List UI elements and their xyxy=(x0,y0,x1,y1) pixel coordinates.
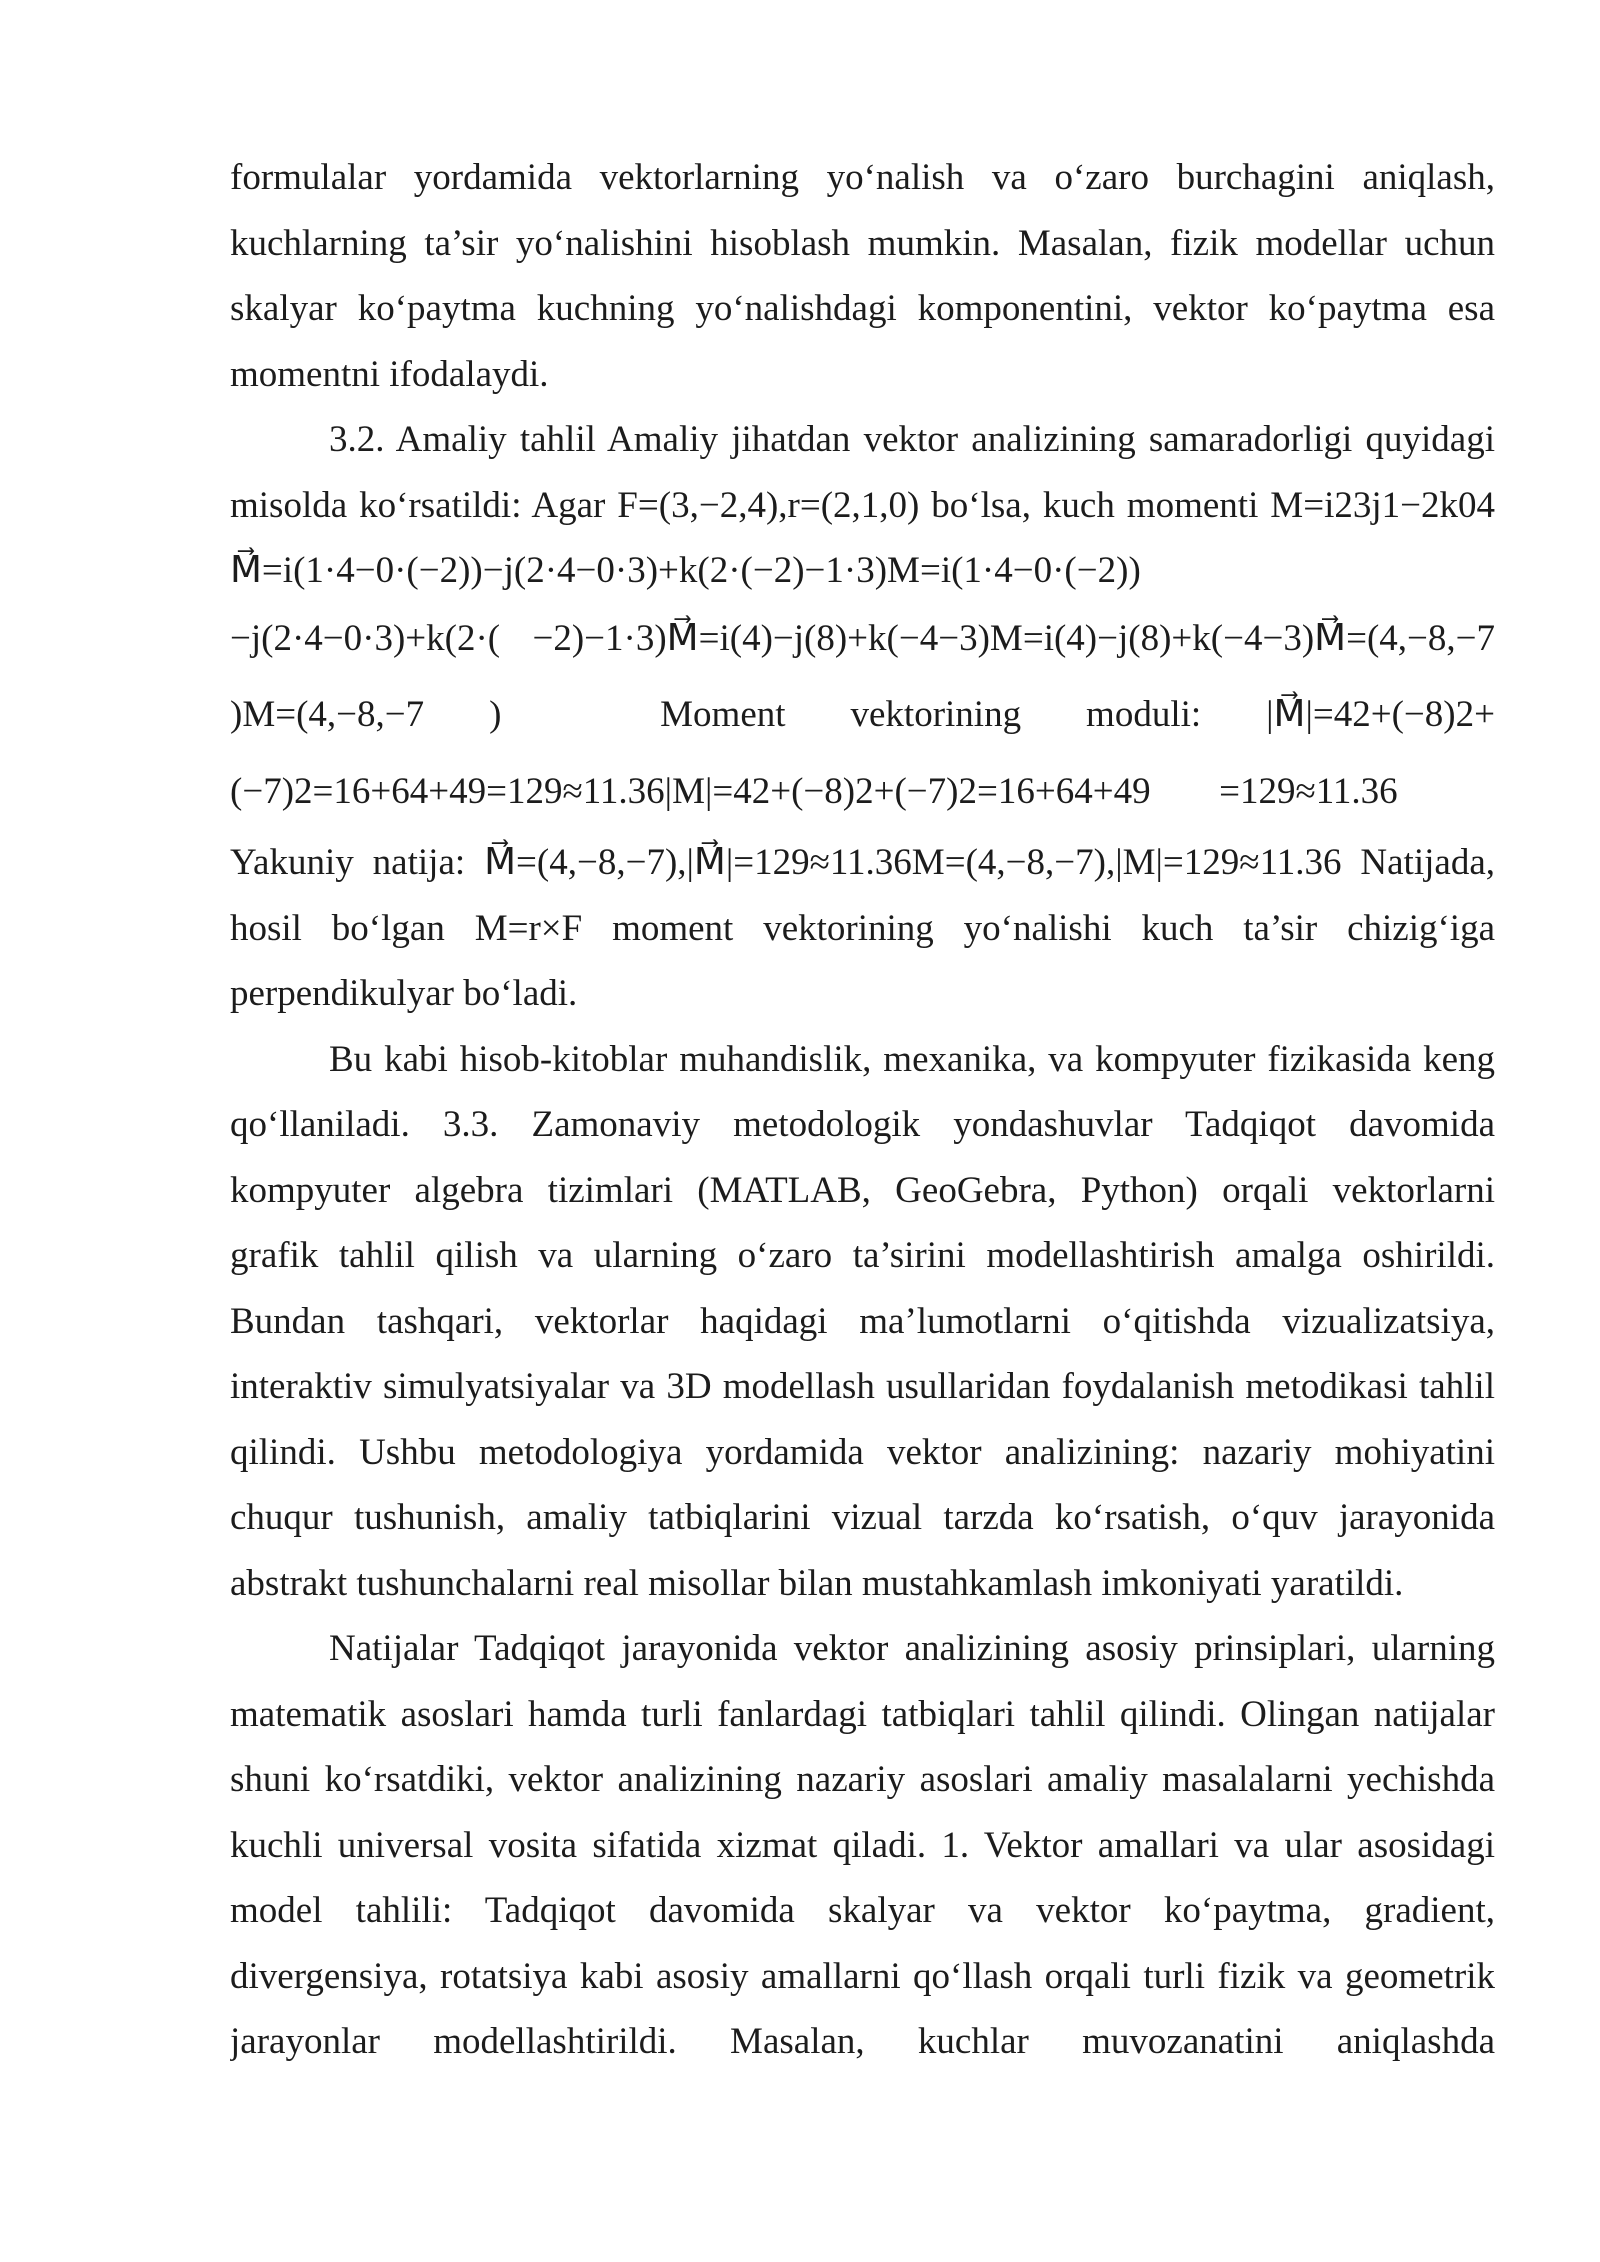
paragraph xyxy=(230,1027,1495,1617)
text-line: chuqur tushunish, amaliy tatbiqlarini vizual tarzda ko‘rsatish, o‘quv jarayonida xyxy=(230,1497,1495,1538)
formula-line: −j(2·4−0·3)+k(2·( −2)−1·3)M⃗=i(4)−j(8)+k(−4−3)M=i(4)−j(8)+k(−4−3)M⃗=(4,−8,−7 xyxy=(230,618,1495,659)
text-line: skalyar ko‘paytma kuchning yo‘nalishdagi komponentini, vektor ko‘paytma esa xyxy=(230,288,1495,329)
text-line: hosil bo‘lgan M=r×F moment vektorining yo‘nalishi kuch ta’sir chizig‘iga xyxy=(230,907,1495,949)
text-line: model tahlili: Tadqiqot davomida skalyar va vektor ko‘paytma, gradient, xyxy=(230,1890,1495,1931)
text-line: jarayonlar modellashtirildi. Masalan, kuchlar muvozanatini aniqlashda xyxy=(230,2021,1495,2062)
text-line: Bundan tashqari, vektorlar haqidagi ma’lumotlarni o‘qitishda vizualizatsiya, xyxy=(230,1300,1495,1342)
text-line: divergensiya, rotatsiya kabi asosiy amallarni qo‘llash orqali turli fizik va geometrik xyxy=(230,1955,1495,1997)
text-line: formulalar yordamida vektorlarning yo‘nalish va o‘zaro burchagini aniqlash, xyxy=(230,157,1495,198)
text-line: Natijalar Tadqiqot jarayonida vektor analizining asosiy prinsiplari, ularning xyxy=(329,1628,1495,1669)
text-line: 3.2. Amaliy tahlil Amaliy jihatdan vektor analizining samaradorligi quyidagi xyxy=(329,419,1495,460)
formula-line: M⃗=i(1·4−0·(−2))−j(2·4−0·3)+k(2·(−2)−1·3)M=i(1·4−0·(−2)) xyxy=(230,550,1141,591)
paragraph xyxy=(230,145,1495,407)
text-line: momentni ifodalaydi. xyxy=(230,353,549,395)
text-line: Bu kabi hisob-kitoblar muhandislik, mexanika, va kompyuter fizikasida keng xyxy=(329,1038,1495,1080)
formula-line: )M=(4,−8,−7 ) Moment vektorining moduli: |M⃗|=42+(−8)2+ xyxy=(230,694,1495,735)
paragraph xyxy=(230,1616,1495,2075)
body-text xyxy=(230,145,1495,2075)
text-line: shuni ko‘rsatdiki, vektor analizining nazariy asoslari amaliy masalalarni yechishda xyxy=(230,1759,1495,1800)
text-line: misolda ko‘rsatildi: Agar F=(3,−2,4),r=(2,1,0) bo‘lsa, kuch momenti M=i23j1−2k04 xyxy=(230,484,1495,526)
text-line: interaktiv simulyatsiyalar va 3D modellash usullaridan foydalanish metodikasi tahlil xyxy=(230,1366,1495,1407)
text-line: matematik asoslari hamda turli fanlardagi tatbiqlari tahlil qilindi. Olingan natijalar xyxy=(230,1693,1495,1735)
text-line: qo‘llaniladi. 3.3. Zamonaviy metodologik yondashuvlar Tadqiqot davomida xyxy=(230,1104,1495,1145)
text-line: qilindi. Ushbu metodologiya yordamida vektor analizining: nazariy mohiyatini xyxy=(230,1431,1495,1473)
text-line: perpendikulyar bo‘ladi. xyxy=(230,973,578,1014)
paragraph xyxy=(230,407,1495,1027)
text-line: abstrakt tushunchalarni real misollar bilan mustahkamlash imkoniyati yaratildi. xyxy=(230,1562,1404,1604)
formula-line: Yakuniy natija: M⃗=(4,−8,−7),|M⃗|=129≈11.36M=(4,−8,−7),|M|=129≈11.36 Natijada, xyxy=(230,842,1495,883)
text-line: kompyuter algebra tizimlari (MATLAB, GeoGebra, Python) orqali vektorlarni xyxy=(230,1169,1495,1211)
text-line: kuchli universal vosita sifatida xizmat qiladi. 1. Vektor amallari va ular asosidagi xyxy=(230,1824,1495,1866)
text-line: kuchlarning ta’sir yo‘nalishini hisoblash mumkin. Masalan, fizik modellar uchun xyxy=(230,222,1495,264)
text-line: grafik tahlil qilish va ularning o‘zaro ta’sirini modellashtirish amalga oshirildi. xyxy=(230,1235,1495,1276)
formula-line: (−7)2=16+64+49=129≈11.36|M|=42+(−8)2+(−7)2=16+64+49 =129≈11.36 xyxy=(230,771,1495,812)
